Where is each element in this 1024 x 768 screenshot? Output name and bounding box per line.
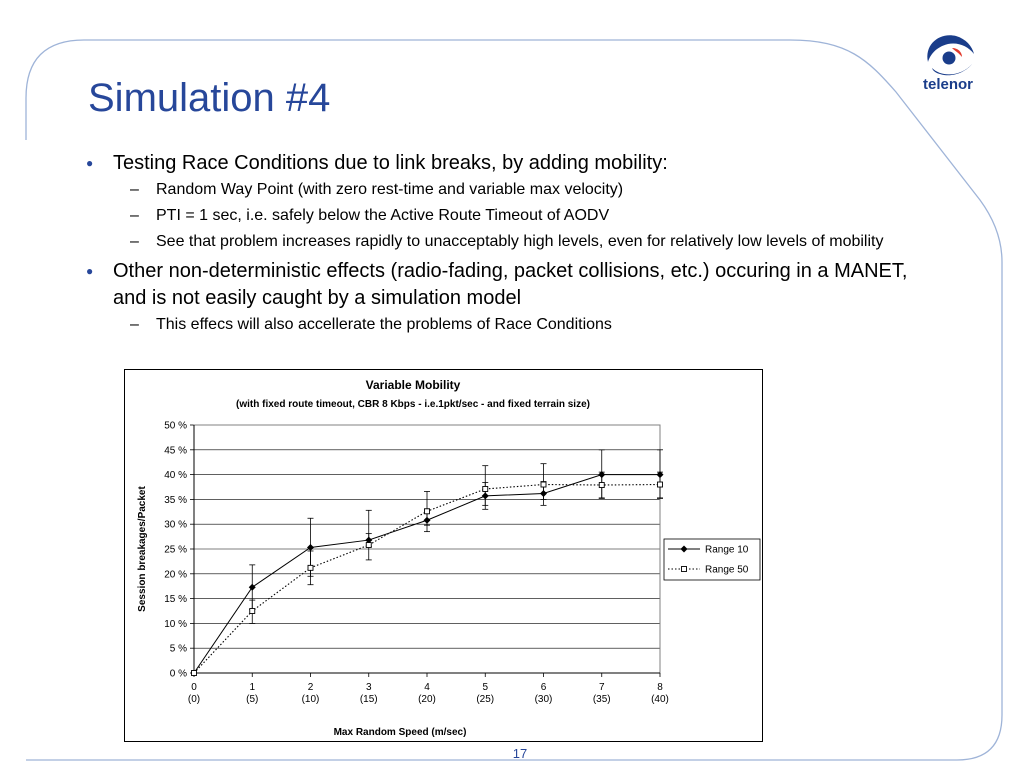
chart-container [124, 369, 763, 742]
y-tick-label: 40 % [164, 470, 187, 482]
x-tick-label: 3 [365, 682, 372, 693]
data-point [682, 567, 687, 572]
y-tick-label: 45 % [164, 445, 187, 457]
bullet-item [86, 258, 916, 334]
sub-bullet-item: – See that problem increases rapidly to unacceptably high levels, even for relatively low levels of mobility [113, 232, 916, 251]
sub-bullet-item: – Random Way Point (with zero rest-time and variable max velocity) [113, 180, 916, 199]
legend-label: Range 50 [705, 564, 749, 576]
sub-bullet-item: – This effecs will also accellerate the problems of Race Conditions [113, 315, 916, 334]
y-tick-label: 10 % [164, 618, 187, 630]
data-point [250, 609, 255, 614]
data-point [599, 483, 604, 488]
chart-subtitle: (with fixed route timeout, CBR 8 Kbps - i.e.1pkt/sec - and fixed terrain size) [236, 399, 590, 410]
data-point [658, 482, 663, 487]
y-tick-label: 0 % [169, 668, 187, 680]
x-tick-sublabel: (30) [534, 694, 553, 705]
x-tick-label: 6 [540, 682, 547, 693]
bullet-text: Testing Race Conditions due to link breaks, by adding mobility: [113, 152, 668, 174]
data-point [541, 482, 546, 487]
data-point [366, 543, 371, 548]
chart-title: Variable Mobility [365, 378, 461, 392]
y-tick-label: 50 % [164, 420, 187, 432]
data-point [425, 509, 430, 514]
x-tick-label: 0 [191, 682, 197, 693]
x-tick-label: 5 [482, 682, 489, 693]
x-tick-sublabel: (0) [187, 694, 201, 705]
y-tick-label: 5 % [169, 643, 187, 655]
x-tick-label: 4 [424, 682, 430, 693]
x-tick-sublabel: (40) [651, 694, 669, 705]
data-point [249, 584, 256, 591]
y-tick-label: 35 % [164, 494, 187, 506]
data-point [192, 671, 197, 676]
x-tick-sublabel: (35) [592, 694, 611, 705]
bullet-text: Other non-deterministic effects (radio-fading, packet collisions, etc.) occuring in a MANET, and is not easily caught by a simulation model [113, 260, 908, 309]
y-tick-label: 15 % [164, 594, 187, 606]
sub-bullet-list [113, 180, 916, 251]
sub-bullet-item: – PTI = 1 sec, i.e. safely below the Active Route Timeout of AODV [113, 206, 916, 225]
slide-title: Simulation #4 [88, 76, 331, 120]
telenor-brand-text: telenor [922, 76, 973, 93]
x-tick-sublabel: (10) [301, 694, 320, 705]
y-tick-label: 30 % [164, 519, 187, 531]
data-point [307, 544, 314, 551]
x-axis-label: Max Random Speed (m/sec) [333, 727, 467, 738]
y-tick-label: 25 % [164, 544, 187, 556]
data-point [308, 565, 313, 570]
x-tick-label: 2 [307, 682, 314, 693]
data-point [424, 517, 431, 524]
data-point [482, 492, 489, 499]
x-tick-label: 8 [657, 682, 663, 693]
bullet-list [86, 150, 916, 341]
bullet-item [86, 150, 916, 251]
x-tick-sublabel: (20) [418, 694, 436, 705]
x-tick-sublabel: (25) [476, 694, 495, 705]
data-point [540, 490, 547, 497]
sub-bullet-list [113, 315, 916, 334]
y-axis-label: Session breakages/Packet [137, 486, 148, 612]
legend-label: Range 10 [705, 544, 749, 556]
x-tick-sublabel: (15) [359, 694, 378, 705]
page-number: 17 [512, 746, 528, 761]
x-tick-label: 7 [598, 682, 605, 693]
data-point [483, 486, 488, 491]
y-tick-label: 20 % [164, 569, 187, 581]
line-chart [125, 370, 762, 741]
x-tick-sublabel: (5) [246, 694, 259, 705]
x-tick-label: 1 [249, 682, 256, 693]
